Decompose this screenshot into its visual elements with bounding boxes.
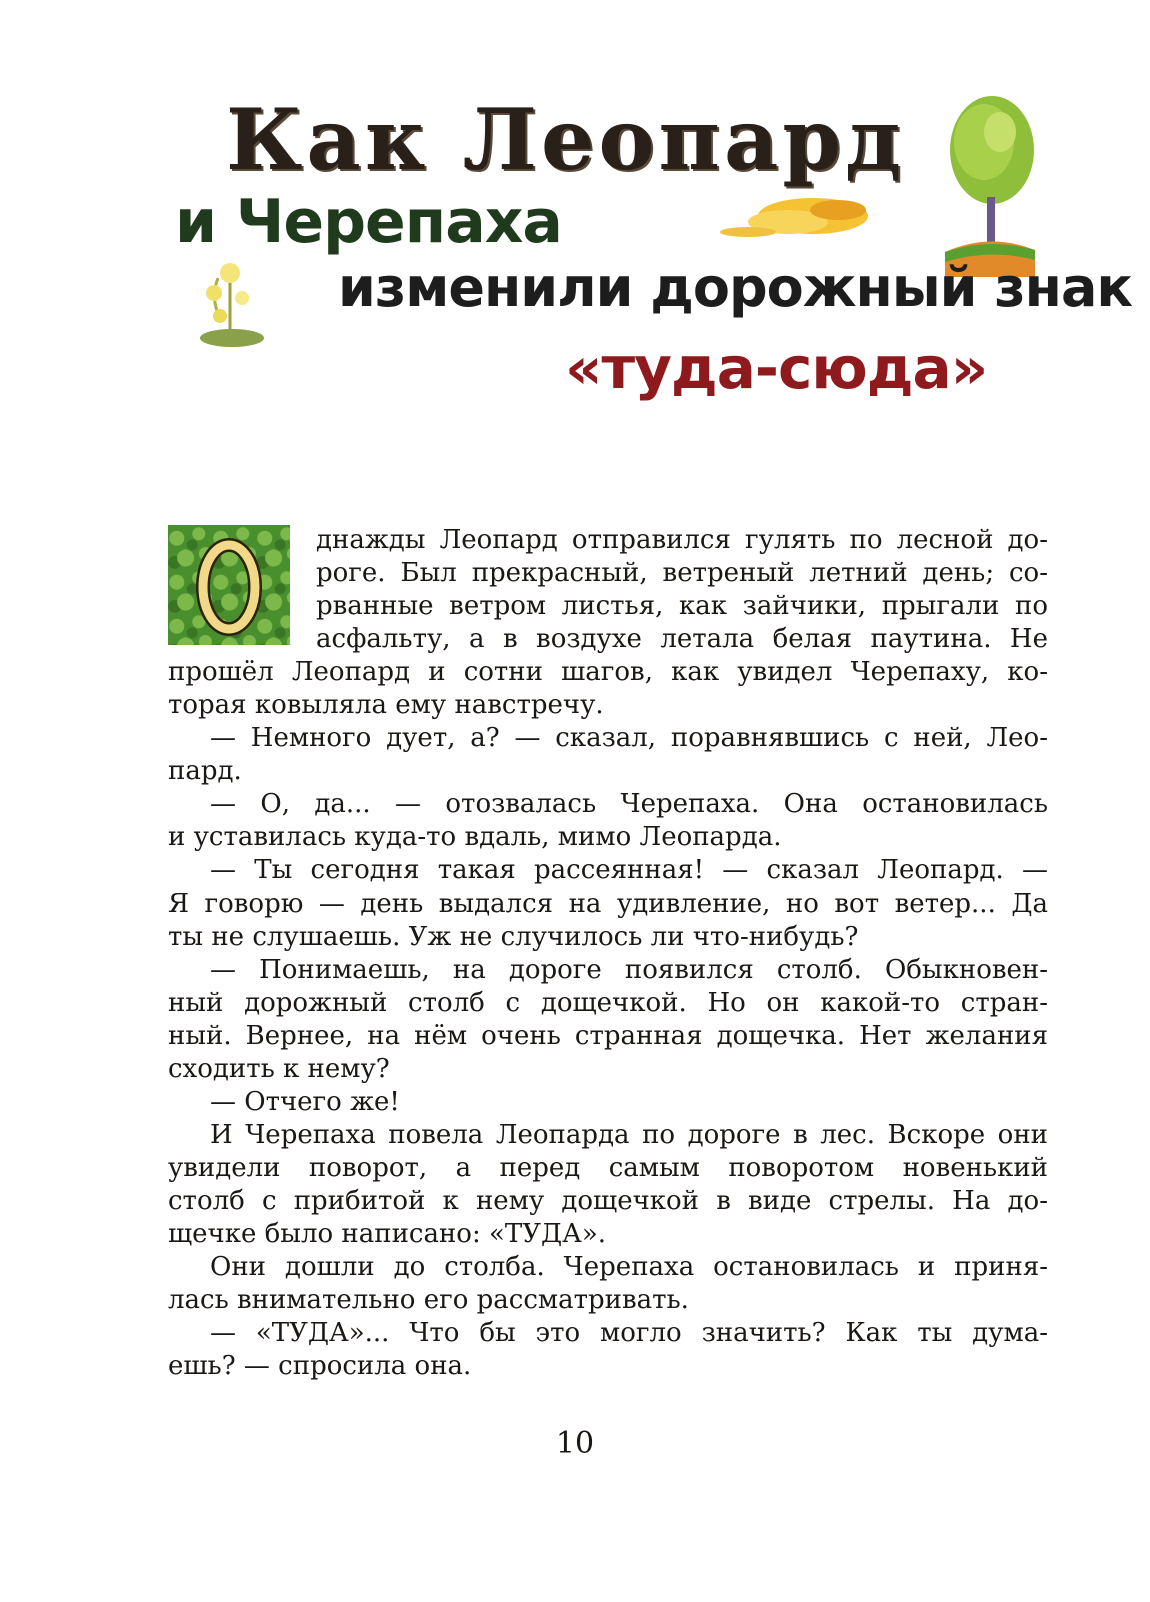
title-line-3: изменили дорожный знак	[338, 256, 1133, 319]
page-number: 10	[555, 1426, 595, 1461]
text-line: прошёл Леопард и сотни шагов, как увидел Черепаху, ко-	[168, 657, 1048, 688]
cloud-illustration	[718, 190, 883, 245]
text-line: лась внимательно его рассматривать.	[168, 1285, 689, 1316]
text-line: пард.	[168, 756, 242, 787]
text-line: асфальту, а в воздухе летала белая паутина. Не	[316, 624, 1048, 655]
text-line: Они дошли до столба. Черепаха остановилась и приня-	[210, 1252, 1048, 1283]
title-line-1: Как Леопард	[226, 90, 906, 189]
text-line: — «ТУДА»... Что бы это могло значить? Как ты дума-	[210, 1318, 1048, 1349]
text-line: увидели поворот, а перед самым поворотом новенький	[168, 1152, 1048, 1183]
title-line-4: «туда-сюда»	[565, 334, 988, 402]
text-line: сходить к нему?	[168, 1053, 390, 1084]
text-line: — Немного дует, а? — сказал, поравнявшись с ней, Лео-	[210, 723, 1048, 754]
text-line: — Отчего же!	[210, 1086, 400, 1117]
text-line: и уставилась куда-то вдаль, мимо Леопарда.	[168, 822, 782, 853]
text-line: — О, да... — отозвалась Черепаха. Она остановилась	[210, 789, 1048, 820]
text-line: щечке было написано: «ТУДА».	[168, 1218, 607, 1249]
text-line: столб с прибитой к нему дощечкой в виде стрелы. На до-	[168, 1185, 1048, 1216]
text-line: роге. Был прекрасный, ветреный летний день; со-	[316, 558, 1048, 589]
text-line: ный дорожный столб с дощечкой. Но он какой-то стран-	[168, 987, 1048, 1018]
drop-cap-letter: О	[229, 586, 231, 588]
text-line: ты не слушаешь. Уж не случилось ли что-нибудь?	[168, 921, 859, 952]
text-line: рванные ветром листья, как зайчики, прыгали по	[316, 591, 1048, 622]
text-line: — Ты сегодня такая рассеянная! — сказал Леопард. —	[210, 855, 1048, 886]
text-line: торая ковыляла ему навстречу.	[168, 690, 604, 721]
text-line: Я говорю — день выдался на удивление, но вот ветер... Да	[168, 888, 1048, 919]
text-line: ный. Вернее, на нём очень странная дощечка. Нет желания	[168, 1020, 1048, 1051]
story-text	[168, 524, 1048, 1383]
text-line: И Черепаха повела Леопарда по дороге в лес. Вскоре они	[210, 1119, 1048, 1150]
text-line: — Понимаешь, на дороге появился столб. Обыкновен-	[210, 954, 1048, 985]
title-line-2: и Черепаха	[175, 187, 562, 257]
text-line: днажды Леопард отправился гулять по лесной до-	[316, 525, 1048, 555]
text-line: ешь? — спросила она.	[168, 1351, 472, 1382]
